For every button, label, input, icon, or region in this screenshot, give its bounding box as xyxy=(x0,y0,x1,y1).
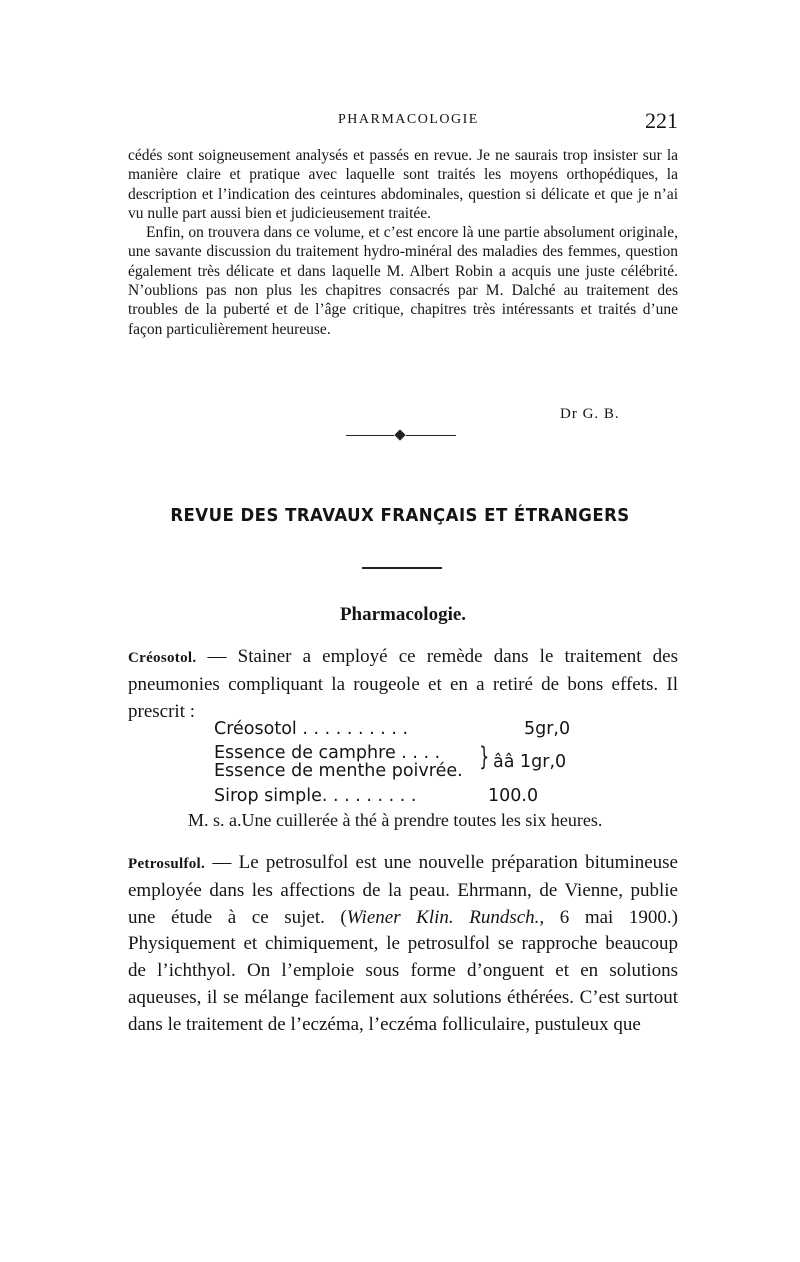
signature: Dr G. B. xyxy=(560,406,620,422)
preface-text xyxy=(128,146,678,339)
preface-paragraph-1: cédés sont soigneusement analysés et passés en revue. Je ne saurais trop insister sur la manière claire et pratique avec laquelle sont traités les moyens orthopédiques, la description et l’indication des ceintures abdominales, question si délicate et que je n’ai vu nulle part aussi bien et judicieusement traitée. xyxy=(128,147,678,222)
section-rule xyxy=(362,567,442,569)
running-head xyxy=(128,108,678,136)
running-title: PHARMACOLOGIE xyxy=(338,112,479,127)
creosotol-entry xyxy=(128,644,678,725)
creosotol-heading: Créosotol. xyxy=(128,650,197,666)
page-number: 221 xyxy=(645,108,678,133)
prescription-item-name: Essence de menthe poivrée. xyxy=(214,761,463,781)
petrosulfol-text-1: — Le petrosulfol est une nouvelle préparation bitumineuse employée dans les affections de la peau. Ehrmann, de Vienne, publie une étude à ce sujet. ( xyxy=(128,852,678,928)
grouped-dose: ââ 1gr,0 xyxy=(493,752,567,772)
section-title: REVUE DES TRAVAUX FRANÇAIS ET ÉTRANGERS xyxy=(170,505,630,526)
prescription-item-name: Sirop simple. . . . . . . . . xyxy=(214,786,417,806)
petrosulfol-heading: Petrosulfol. xyxy=(128,856,206,872)
ornament-rule-left xyxy=(346,435,394,436)
subsection-title: Pharmacologie. xyxy=(339,604,467,625)
ornament-divider xyxy=(346,431,456,441)
journal-citation: Wiener Klin. Rundsch., xyxy=(346,906,545,928)
prescription-item-dose: 100.0 xyxy=(488,786,539,806)
prescription-instruction: M. s. a.Une cuillerée à thé à prendre toutes les six heures. xyxy=(188,810,603,830)
brace-icon: } xyxy=(479,742,490,772)
prescription-item-name: Essence de camphre . . . . xyxy=(214,743,441,763)
creosotol-text: — Stainer a employé ce remède dans le traitement des pneumonies compliquant la rougeole et en a retiré de bons effets. Il prescrit : xyxy=(128,646,678,722)
petrosulfol-text-2: 6 mai 1900.) Physiquement et chimiquement, le petrosulfol se rapproche beaucoup de l’ichthyol. On l’emploie sous forme d’onguent et en solutions aqueuses, il se mélange facilement aux solutions éthérées. C’est surtout dans le traitement de l’eczéma, l’eczéma folliculaire, pustuleux que xyxy=(128,906,678,1035)
prescription-item-name: Créosotol . . . . . . . . . . xyxy=(214,719,409,739)
petrosulfol-entry xyxy=(128,850,678,1039)
ornament-rule-right xyxy=(406,435,456,436)
diamond-icon xyxy=(394,429,405,440)
prescription-item-dose: 5gr,0 xyxy=(524,719,571,739)
preface-paragraph-2: Enfin, on trouvera dans ce volume, et c’est encore là une partie absolument originale, une savante discussion du traitement hydro-minéral des maladies des femmes, question également très délicate et dans laquelle M. Albert Robin a acquis une juste célébrité. N’oublions pas non plus les chapitres consacrés par M. Dalché au traitement des troubles de la puberté et de l’âge critique, chapitres très intéressants et traités d’une façon particulièrement heureuse. xyxy=(128,224,678,338)
